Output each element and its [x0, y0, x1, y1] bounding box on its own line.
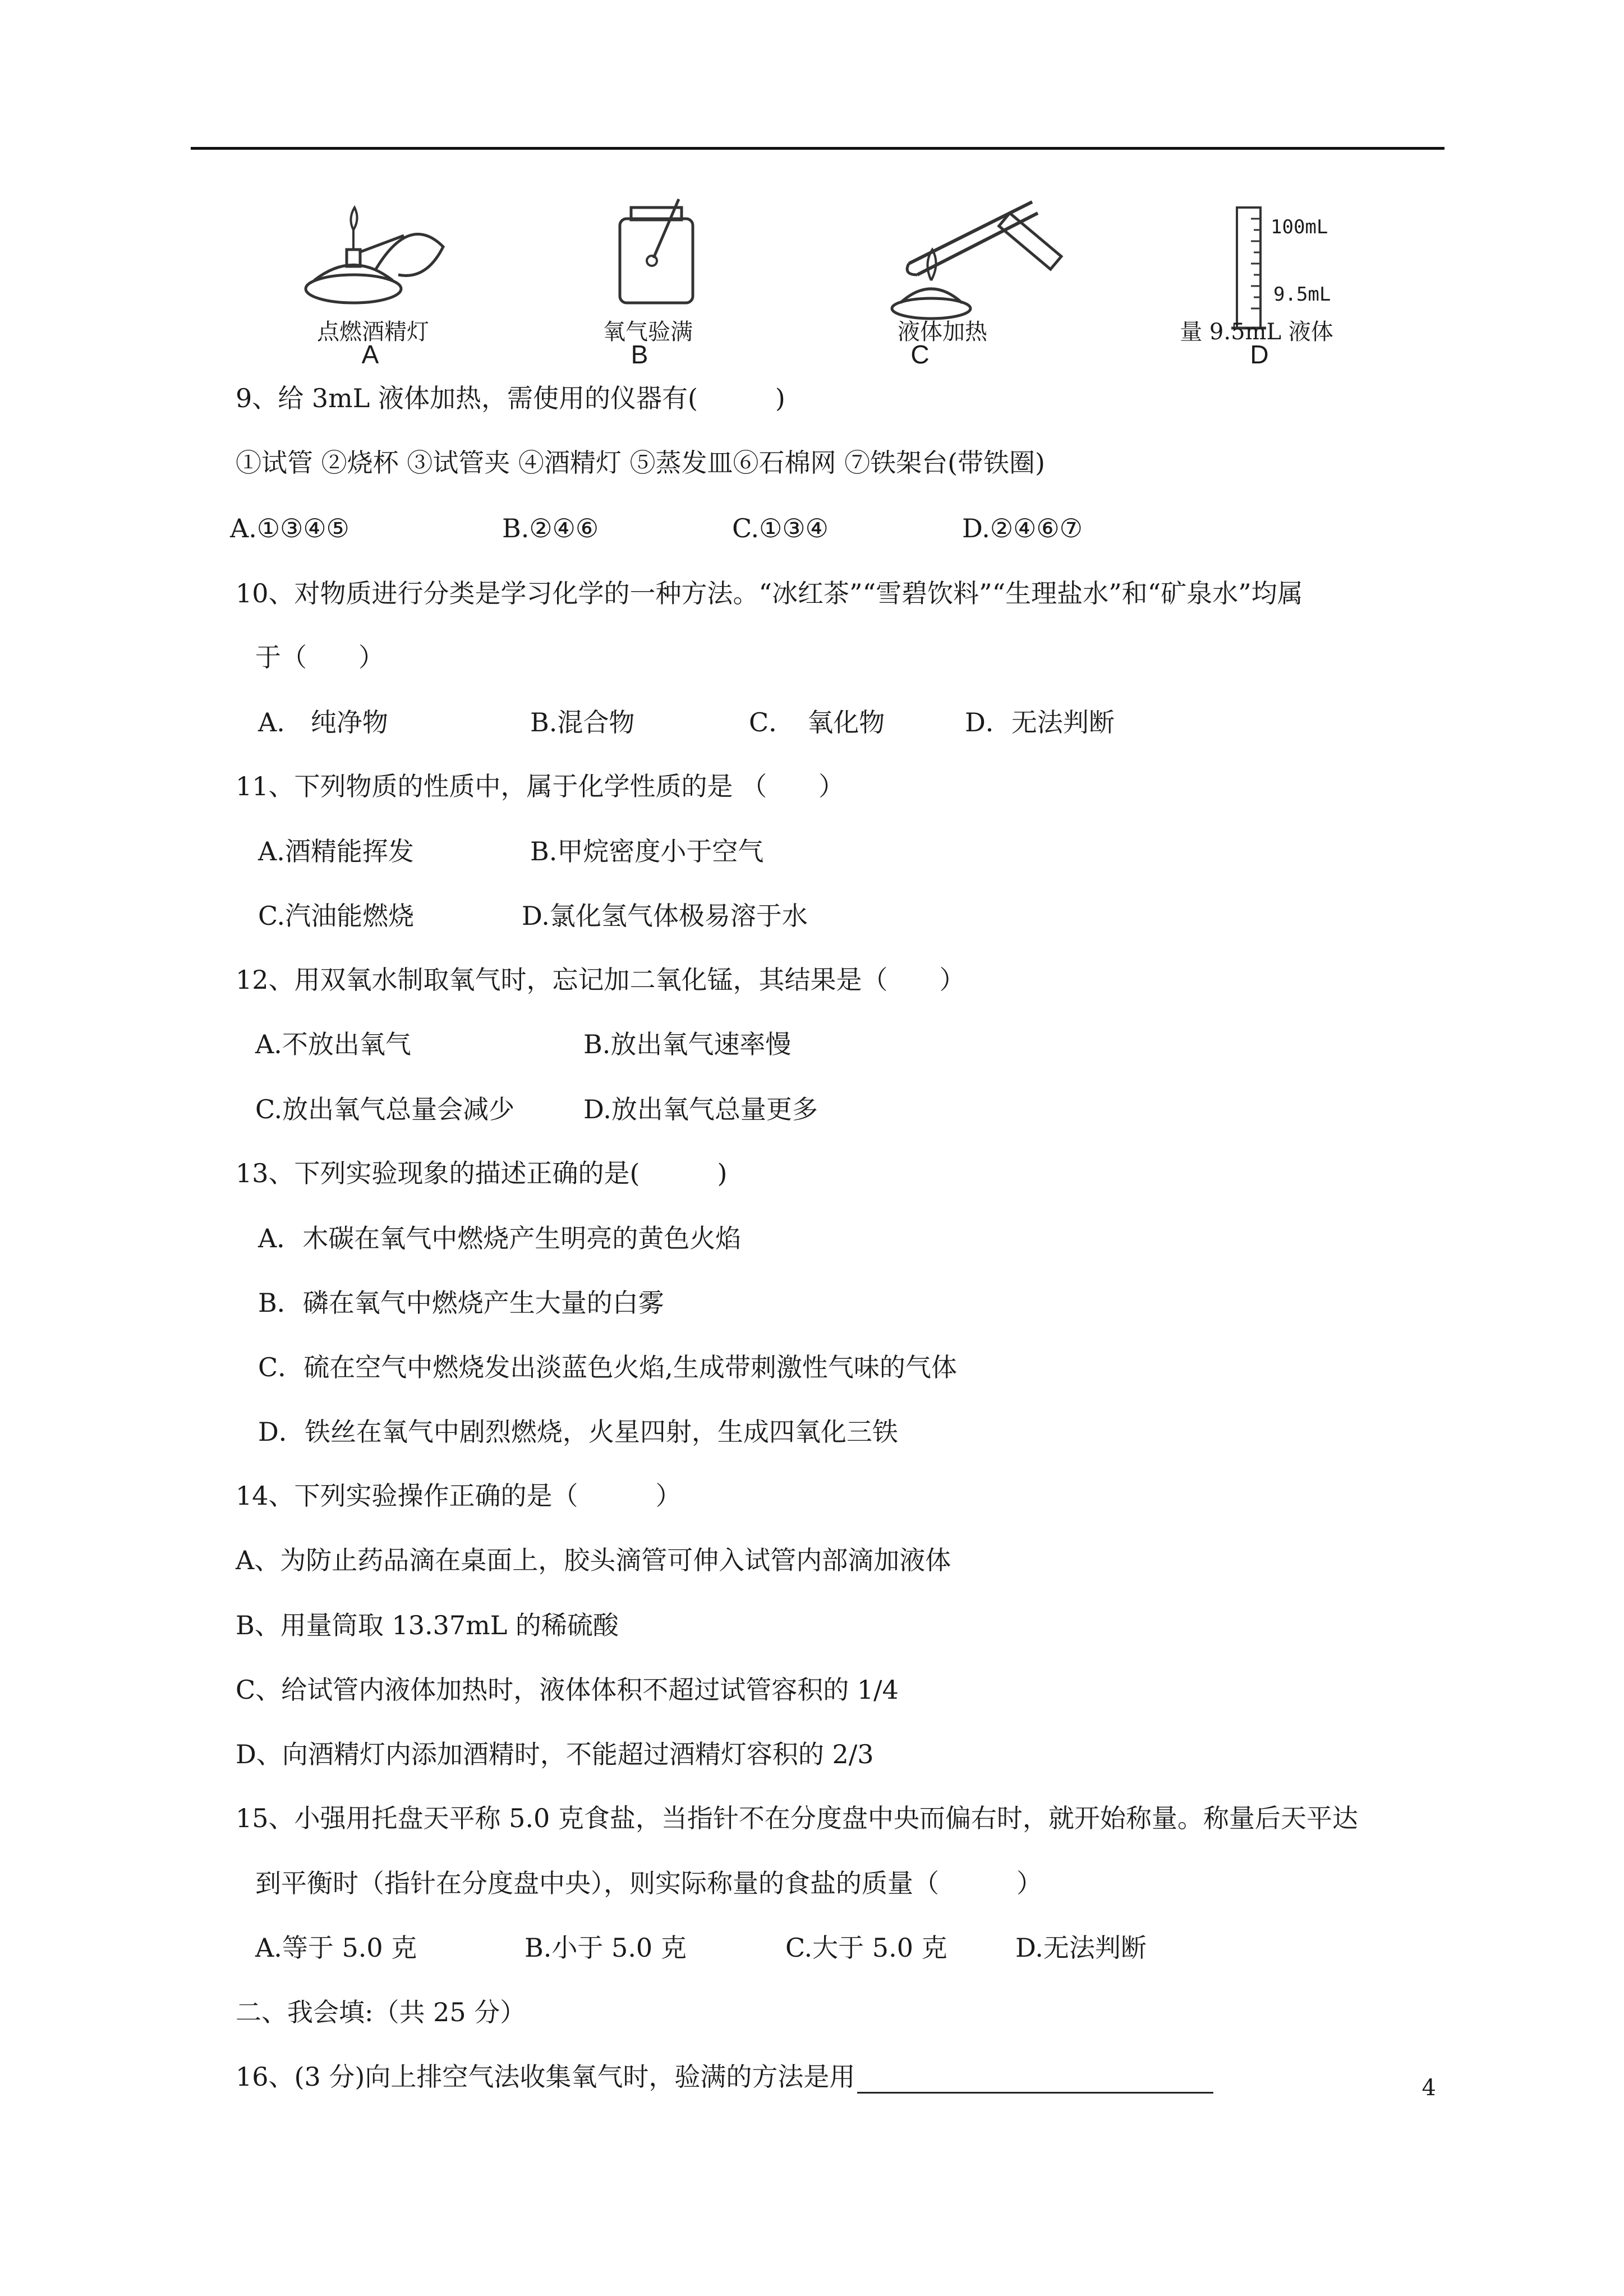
- figure-c-test-tube-heating-image: [869, 191, 1083, 325]
- q11-option-a: A.酒精能挥发: [258, 836, 414, 866]
- q14-option-d: D、向酒精灯内添加酒精时，不能超过酒精灯容积的 2/3: [236, 1739, 874, 1769]
- q11-option-c: C.汽油能燃烧: [258, 901, 415, 931]
- q16-stem: 16、(3 分)向上排空气法收集氧气时，验满的方法是用: [236, 2062, 855, 2092]
- q13-option-b: B．磷在氧气中燃烧产生大量的白雾: [258, 1288, 664, 1318]
- section-2-heading: 二、我会填:（共 25 分）: [236, 1997, 526, 2027]
- q12-option-d: D.放出氧气总量更多: [583, 1094, 818, 1124]
- q11-stem: 11、下列物质的性质中，属于化学性质的是 （ ）: [236, 771, 845, 801]
- q9-option-c: C.①③④: [732, 513, 829, 543]
- q16-answer-blank[interactable]: [857, 2067, 1082, 2094]
- figure-a-caption: 点燃酒精灯: [317, 319, 429, 345]
- figure-d-caption: 量 9.5mL 液体: [1180, 319, 1333, 345]
- q14-stem: 14、下列实验操作正确的是（ ）: [236, 1481, 682, 1511]
- q10-stem: 10、对物质进行分类是学习化学的一种方法。“冰红茶”“雪碧饮料”“生理盐水”和“矿泉水”均属: [236, 578, 1303, 608]
- figure-b-caption: 氧气验满: [603, 319, 693, 345]
- q12-stem: 12、用双氧水制取氧气时，忘记加二氧化锰，其结果是（ ）: [236, 965, 965, 995]
- q13-option-c: C．硫在空气中燃烧发出淡蓝色火焰,生成带刺激性气味的气体: [258, 1352, 957, 1382]
- q9-items: ①试管 ②烧杯 ③试管夹 ④酒精灯 ⑤蒸发皿⑥石棉网 ⑦铁架台(带铁圈): [236, 448, 1046, 478]
- figure-b-gas-bottle-image: [600, 196, 712, 308]
- q11-option-d: D.氯化氢气体极易溶于水: [522, 901, 808, 931]
- q9-option-b: B.②④⑥: [502, 513, 599, 543]
- cylinder-scale-mark-label: 9.5mL: [1273, 283, 1331, 306]
- q14-option-a: A、为防止药品滴在桌面上，胶头滴管可伸入试管内部滴加液体: [236, 1545, 951, 1575]
- q9-option-d: D.②④⑥⑦: [962, 513, 1083, 543]
- figure-d-letter: D: [1250, 340, 1269, 369]
- q10-option-b: B.混合物: [530, 707, 635, 737]
- q15-stem: 15、小强用托盘天平称 5.0 克食盐，当指针不在分度盘中央而偏右时，就开始称量。称量后天平达: [236, 1803, 1358, 1833]
- q12-option-a: A.不放出氧气: [255, 1029, 411, 1059]
- q13-option-d: D．铁丝在氧气中剧烈燃烧，火星四射，生成四氧化三铁: [258, 1417, 898, 1447]
- q9-stem: 9、给 3mL 液体加热，需使用的仪器有( ): [236, 383, 785, 413]
- q10-option-d: D．无法判断: [965, 707, 1115, 737]
- q14-option-b: B、用量筒取 13.37mL 的稀硫酸: [236, 1610, 619, 1640]
- q15-option-a: A.等于 5.0 克: [255, 1933, 417, 1963]
- cylinder-scale-top-label: 100mL: [1271, 216, 1328, 238]
- q14-option-c: C、给试管内液体加热时，液体体积不超过试管容积的 1/4: [236, 1675, 899, 1705]
- figure-c-caption: 液体加热: [898, 319, 987, 345]
- q9-option-a: A.①③④⑤: [230, 513, 349, 543]
- q13-option-a: A．木碳在氧气中燃烧产生明亮的黄色火焰: [258, 1223, 742, 1253]
- q10-option-a: A. 纯净物: [258, 707, 388, 737]
- q10-option-c: C． 氧化物: [749, 707, 885, 737]
- header-rule: [191, 147, 1444, 150]
- figure-a-alcohol-lamp-image: [292, 196, 460, 325]
- q12-option-b: B.放出氧气速率慢: [583, 1029, 792, 1059]
- q10-stem-cont: 于（ ）: [255, 642, 384, 672]
- figure-a-letter: A: [361, 340, 379, 369]
- q11-option-b: B.甲烷密度小于空气: [530, 836, 764, 866]
- q16-stem-row: [236, 2060, 1213, 2094]
- figure-b-letter: B: [631, 340, 648, 369]
- q15-option-b: B.小于 5.0 克: [525, 1933, 687, 1963]
- page-number: 4: [1421, 2075, 1436, 2101]
- q15-option-c: C.大于 5.0 克: [785, 1933, 947, 1963]
- figure-c-letter: C: [910, 340, 930, 369]
- q15-option-d: D.无法判断: [1015, 1933, 1147, 1963]
- q15-stem-cont: 到平衡时（指针在分度盘中央），则实际称量的食盐的质量（ ）: [255, 1868, 1042, 1898]
- q12-option-c: C.放出氧气总量会减少: [255, 1094, 515, 1124]
- q13-stem: 13、下列实验现象的描述正确的是( ): [236, 1158, 728, 1188]
- q16-answer-blank-2[interactable]: [1082, 2067, 1213, 2094]
